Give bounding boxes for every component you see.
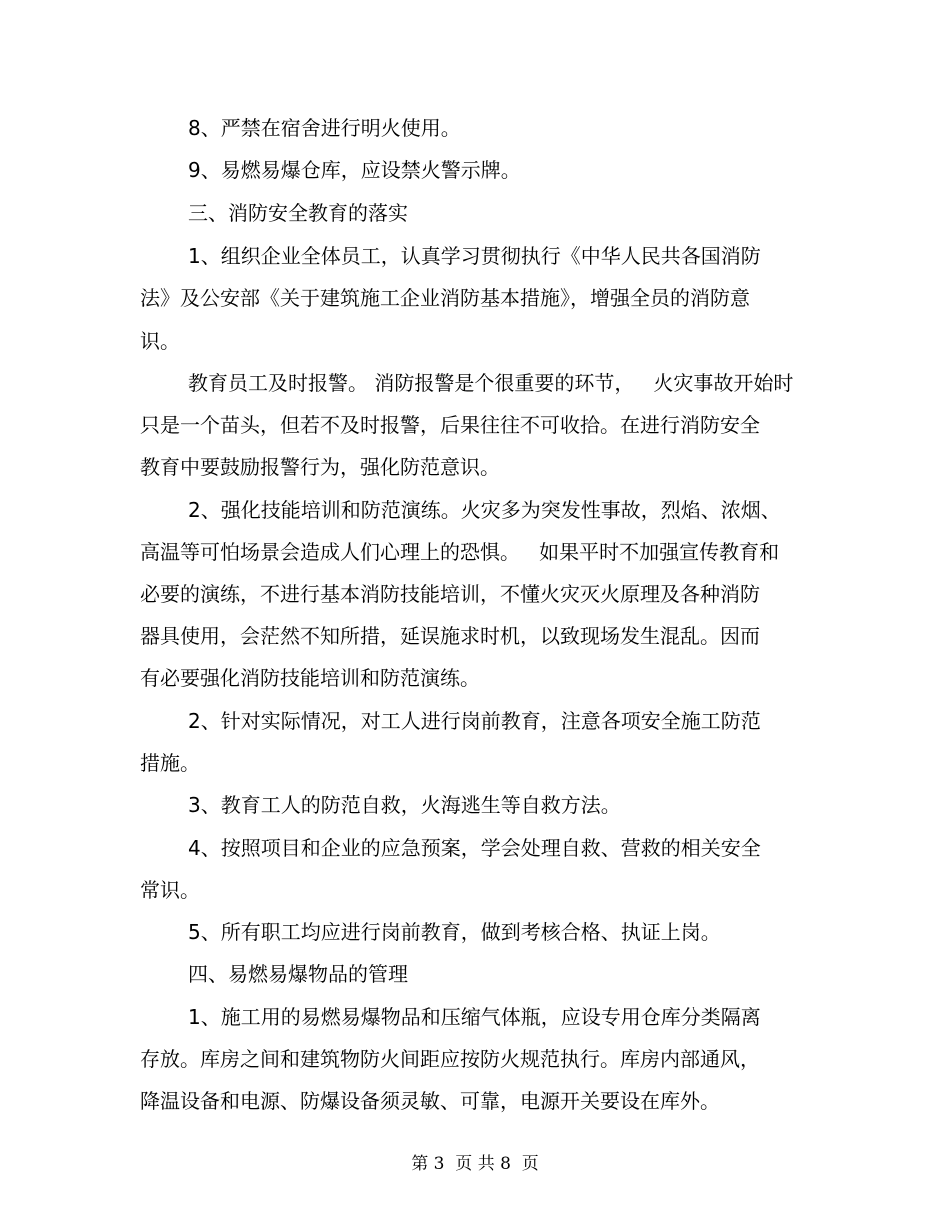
text-line: 法》及公安部《关于建筑施工企业消防基本措施》，增强全员的消防意: [140, 286, 750, 310]
text-line: 2、针对实际情况，对工人进行岗前教育，注意各项安全施工防范: [188, 709, 761, 733]
section-heading: 三、消防安全教育的落实: [188, 201, 408, 225]
text-line: 存放。库房之间和建筑物防火间距应按防火规范执行。库房内部通风，: [140, 1047, 760, 1071]
text-line: 教育员工及时报警。 消防报警是个很重要的环节， 火灾事故开始时: [188, 371, 794, 395]
text-line: 9、易燃易爆仓库，应设禁火警示牌。: [188, 158, 521, 182]
text-line: 1、施工用的易燃易爆物品和压缩气体瓶，应设专用仓库分类隔离: [188, 1005, 761, 1029]
text-line: 识。: [140, 329, 180, 353]
text-line: 必要的演练，不进行基本消防技能培训，不懂火灾灭火原理及各种消防: [140, 582, 760, 606]
text-line: 5、所有职工均应进行岗前教育，做到考核合格、执证上岗。: [188, 920, 721, 944]
text-line: 只是一个苗头，但若不及时报警，后果往往不可收拾。在进行消防安全: [140, 413, 760, 437]
text-line: 降温设备和电源、防爆设备须灵敏、可靠，电源开关要设在库外。: [140, 1089, 720, 1113]
text-line: 高温等可怕场景会造成人们心理上的恐惧。 如果平时不加强宣传教育和: [140, 540, 780, 564]
text-line: 1、组织企业全体员工，认真学习贯彻执行《中华人民共各国消防: [188, 244, 761, 268]
text-line: 3、教育工人的防范自救，火海逃生等自救方法。: [188, 793, 621, 817]
text-line: 4、按照项目和企业的应急预案，学会处理自救、营救的相关安全: [188, 836, 761, 860]
text-line: 常识。: [140, 878, 200, 902]
text-line: 有必要强化消防技能培训和防范演练。: [140, 666, 480, 690]
text-line: 器具使用，会茫然不知所措，延误施求时机，以致现场发生混乱。因而: [140, 624, 760, 648]
page-number-footer: 第 3 页 共 8 页: [411, 1154, 539, 1174]
section-heading: 四、易燃易爆物品的管理: [188, 962, 408, 986]
text-line: 教育中要鼓励报警行为，强化防范意识。: [140, 455, 500, 479]
text-line: 8、严禁在宿舍进行明火使用。: [188, 116, 461, 140]
text-line: 措施。: [140, 751, 200, 775]
text-line: 2、强化技能培训和防范演练。火灾多为突发性事故，烈焰、浓烟、: [188, 498, 781, 522]
